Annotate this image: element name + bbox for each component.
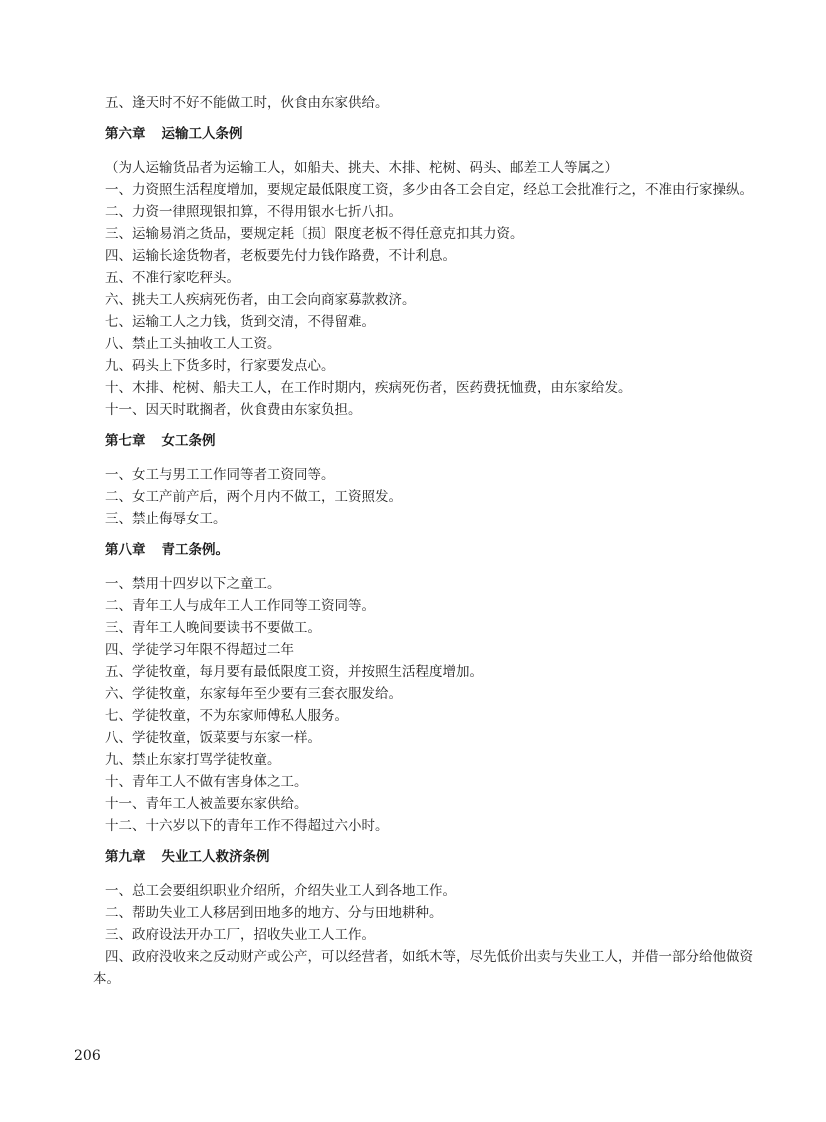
chapter8-item-3: 三、青年工人晚间要读书不要做工。 — [105, 620, 321, 636]
chapter7-heading — [105, 430, 755, 452]
chapter7-number: 第七章 — [105, 433, 146, 449]
chapter7-item-1: 一、女工与男工工作同等者工资同等。 — [105, 467, 335, 483]
chapter7-title: 女工条例 — [161, 433, 216, 449]
chapter8-item-1: 一、禁用十四岁以下之童工。 — [105, 576, 281, 592]
chapter7-item-2: 二、女工产前产后，两个月内不做工，工资照发。 — [105, 489, 402, 505]
chapter6-item-6: 六、挑夫工人疾病死伤者，由工会向商家募款救济。 — [105, 292, 416, 308]
chapter8-item-7: 七、学徒牧童，不为东家师傅私人服务。 — [105, 708, 348, 724]
chapter9-item-2: 二、帮助失业工人移居到田地多的地方、分与田地耕种。 — [105, 905, 443, 921]
chapter8-item-9: 九、禁止东家打骂学徒牧童。 — [105, 752, 281, 768]
chapter9-title: 失业工人救济条例 — [161, 849, 270, 865]
page-number: 206 — [74, 1048, 101, 1064]
chapter6-note: （为人运输货品者为运输工人，如船夫、挑夫、木排、柁树、码头、邮差工人等属之） — [105, 160, 618, 176]
chapter6-item-9: 九、码头上下货多时，行家要发点心。 — [105, 358, 335, 374]
chapter9-number: 第九章 — [105, 849, 146, 865]
chapter8-item-2: 二、青年工人与成年工人工作同等工资同等。 — [105, 598, 375, 614]
page-body — [93, 92, 755, 990]
chapter8-heading — [105, 539, 755, 561]
chapter6-item-11: 十一、因天时耽搁者，伙食费由东家负担。 — [105, 402, 362, 418]
chapter9-item-3: 三、政府设法开办工厂，招收失业工人工作。 — [105, 927, 375, 943]
chapter9-item-4: 四、政府没收来之反动财产或公产，可以经营者，如纸木等，尽先低价出卖与失业工人，并借一部分给他做资本。 — [93, 949, 753, 987]
chapter6-item-3: 三、运输易消之货品，要规定耗〔损〕限度老板不得任意克扣其力资。 — [105, 226, 524, 242]
chapter8-item-8: 八、学徒牧童，饭菜要与东家一样。 — [105, 730, 321, 746]
chapter6-item-7: 七、运输工人之力钱，货到交清，不得留难。 — [105, 314, 375, 330]
chapter8-item-4: 四、学徒学习年限不得超过二年 — [105, 642, 294, 658]
chapter6-title: 运输工人条例 — [161, 126, 243, 142]
chapter8-item-6: 六、学徒牧童，东家每年至少要有三套衣服发给。 — [105, 686, 402, 702]
chapter6-item-10: 十、木排、柁树、船夫工人，在工作时期内，疾病死伤者，医药费抚恤费，由东家给发。 — [105, 380, 632, 396]
chapter6-item-8: 八、禁止工头抽收工人工资。 — [105, 336, 281, 352]
chapter6-item-4: 四、运输长途货物者，老板要先付力钱作路费，不计利息。 — [105, 248, 456, 264]
chapter6-heading — [105, 123, 755, 145]
chapter8-item-5: 五、学徒牧童，每月要有最低限度工资，并按照生活程度增加。 — [105, 664, 483, 680]
chapter6-number: 第六章 — [105, 126, 146, 142]
chapter9-item-1: 一、总工会要组织职业介绍所，介绍失业工人到各地工作。 — [105, 883, 456, 899]
chapter7-item-3: 三、禁止侮辱女工。 — [105, 511, 227, 527]
chapter8-item-12: 十二、十六岁以下的青年工作不得超过六小时。 — [105, 818, 389, 834]
chapter8-item-10: 十、青年工人不做有害身体之工。 — [105, 774, 308, 790]
chapter6-item-1: 一、力资照生活程度增加，要规定最低限度工资，多少由各工会自定，经总工会批准行之，不准由行家操纵。 — [105, 182, 753, 198]
chapter9-heading — [105, 846, 755, 868]
chapter8-title: 青工条例。 — [161, 542, 229, 558]
chapter8-item-11: 十一、青年工人被盖要东家供给。 — [105, 796, 308, 812]
chapter6-item-5: 五、不准行家吃秤头。 — [105, 270, 240, 286]
chapter5-item-5: 五、逢天时不好不能做工时，伙食由东家供给。 — [105, 95, 389, 111]
chapter8-number: 第八章 — [105, 542, 146, 558]
chapter6-item-2: 二、力资一律照现银扣算，不得用银水七折八扣。 — [105, 204, 402, 220]
